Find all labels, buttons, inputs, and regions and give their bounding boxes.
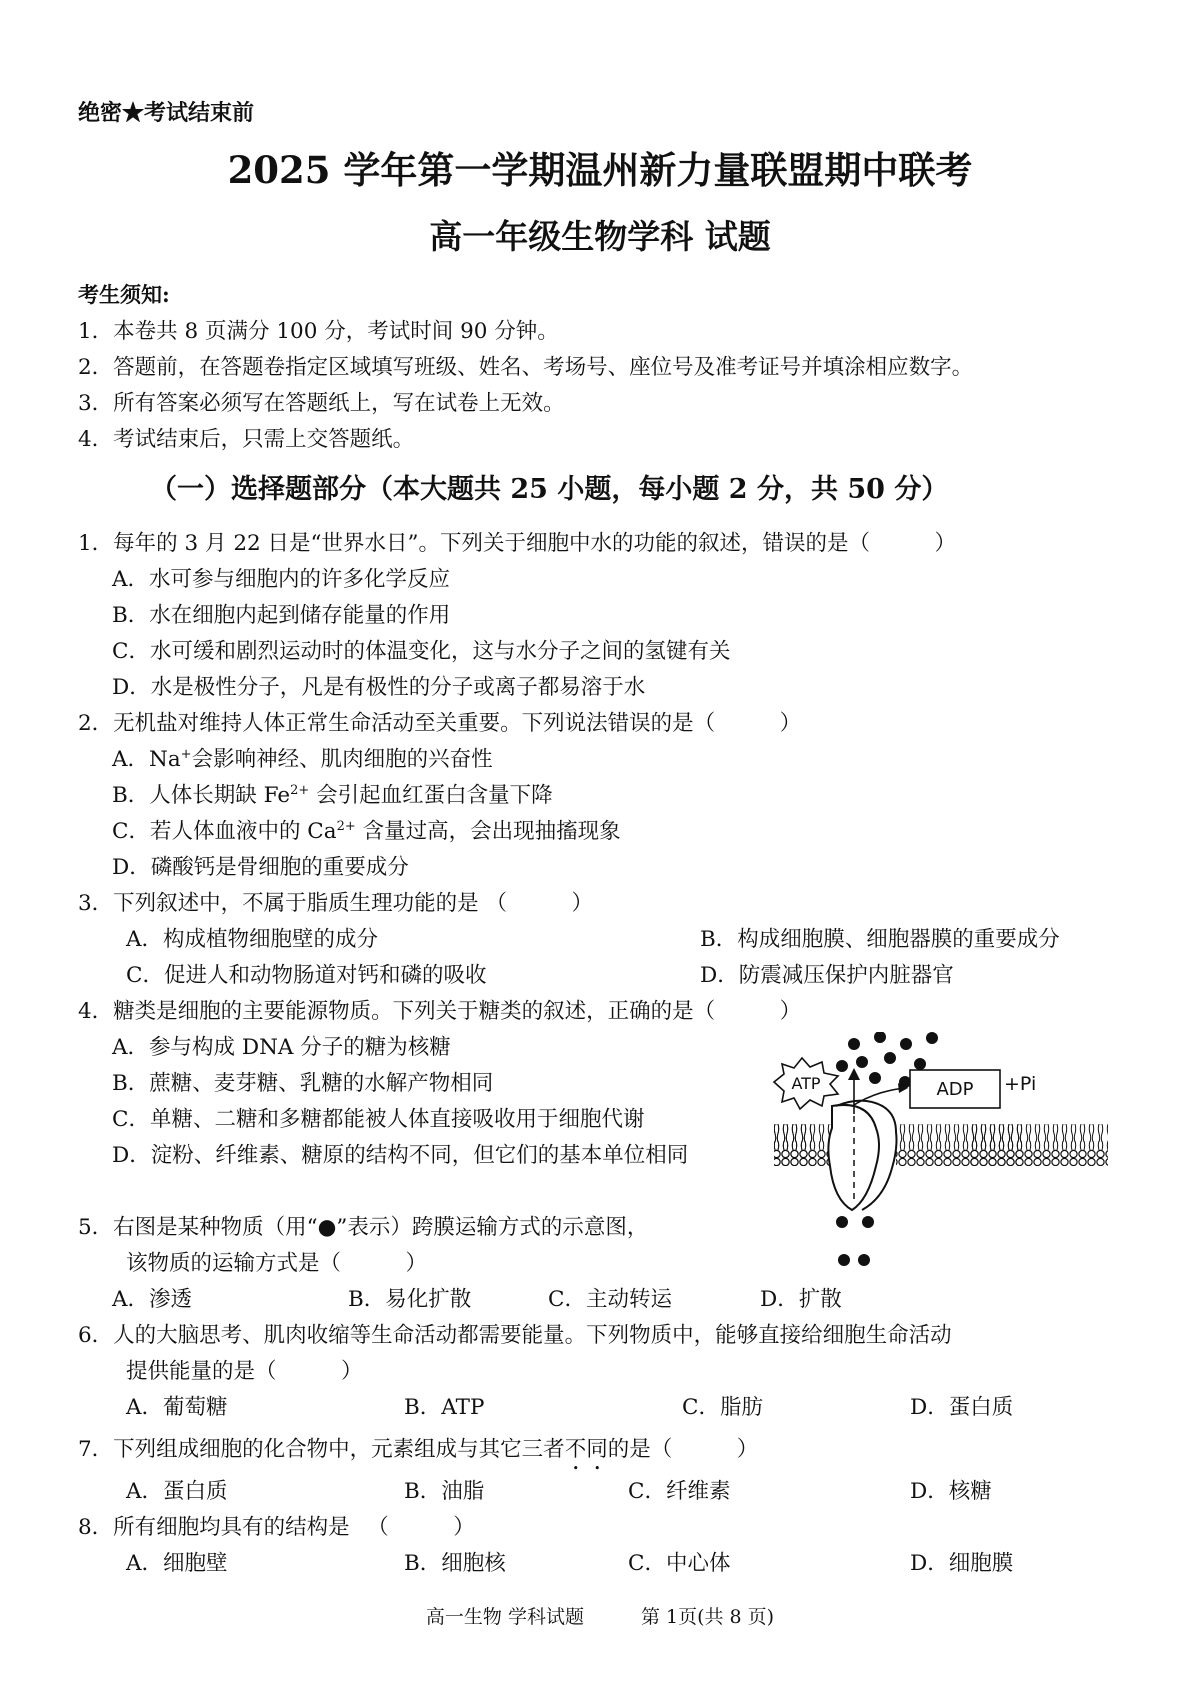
atp-label: ATP [791, 1074, 821, 1093]
exam-subtitle: 高一年级生物学科 试题 [429, 217, 771, 256]
option-c: C．单糖、二糖和多糖都能被人体直接吸收用于细胞代谢 [112, 1107, 645, 1132]
question-stem-continued: 该物质的运输方式是（ ） [126, 1251, 428, 1276]
option-b: B．水在细胞内起到储存能量的作用 [112, 603, 451, 628]
option-b: B．构成细胞膜、细胞器膜的重要成分 [700, 927, 1060, 952]
exam-title: 2025 学年第一学期温州新力量联盟期中联考 [227, 148, 973, 192]
option-c: C．纤维素 [628, 1479, 731, 1504]
option-a: A．构成植物细胞壁的成分 [126, 927, 379, 952]
option-b: B．细胞核 [404, 1551, 506, 1576]
notice-heading: 考生须知: [78, 282, 170, 307]
option-a: A．水可参与细胞内的许多化学反应 [112, 567, 451, 592]
page-footer: 高一生物 学科试题 第 1页(共 8 页) [425, 1606, 775, 1628]
option-c: C．若人体血液中的 $Ca^{2+}$ 含量过高，会出现抽搐现象 [112, 818, 621, 844]
question-stem: 8．所有细胞均具有的结构是 （ ） [78, 1515, 475, 1540]
option-a: A．渗透 [112, 1287, 193, 1312]
option-a: A．葡萄糖 [126, 1395, 228, 1420]
emphasized-text: 不同 [564, 1437, 608, 1462]
option-d: D．磷酸钙是骨细胞的重要成分 [112, 855, 409, 880]
option-b: B．ATP [404, 1395, 485, 1420]
option-d: D．蛋白质 [910, 1395, 1014, 1420]
option-b: B．人体长期缺 $Fe^{2+}$ 会引起血红蛋白含量下降 [112, 782, 553, 808]
option-b: B．蔗糖、麦芽糖、乳糖的水解产物相同 [112, 1071, 494, 1096]
lipid-bilayer-right [896, 1124, 972, 1166]
question-stem: 6．人的大脑思考、肌肉收缩等生命活动都需要能量。下列物质中，能够直接给细胞生命活动 [78, 1323, 952, 1348]
atp-starburst [774, 1058, 838, 1109]
option-d: D．扩散 [760, 1287, 842, 1312]
option-d: D．核糖 [910, 1479, 992, 1504]
question-stem: 5．右图是某种物质（用“●”表示）跨膜运输方式的示意图， [78, 1215, 649, 1240]
question-stem: 2．无机盐对维持人体正常生命活动至关重要。下列说法错误的是（ ） [78, 711, 802, 736]
lipid-bilayer-right [970, 1124, 1108, 1166]
option-c: C．主动转运 [548, 1287, 672, 1312]
option-d: D．防震减压保护内脏器官 [700, 963, 954, 988]
option-c: C．脂肪 [682, 1395, 763, 1420]
notice-item: 1．本卷共 8 页满分 100 分，考试时间 90 分钟。 [78, 319, 559, 344]
question-stem: 1．每年的 3 月 22 日是“世界水日”。下列关于细胞中水的功能的叙述，错误的是（ ） [78, 531, 957, 556]
adp-label: ADP [936, 1079, 974, 1100]
question-stem: 4．糖类是细胞的主要能源物质。下列关于糖类的叙述，正确的是（ ） [78, 999, 802, 1024]
option-d: D．淀粉、纤维素、糖原的结构不同，但它们的基本单位相同 [112, 1143, 689, 1168]
pi-label: +Pi [1004, 1073, 1037, 1095]
option-b: B．易化扩散 [348, 1287, 472, 1312]
option-a: A．细胞壁 [126, 1551, 228, 1576]
option-a: A．蛋白质 [126, 1479, 228, 1504]
question-stem-continued: 提供能量的是（ ） [126, 1359, 363, 1384]
notice-item: 4．考试结束后，只需上交答题纸。 [78, 427, 415, 452]
option-b: B．油脂 [404, 1479, 485, 1504]
question-stem: 7．下列组成细胞的化合物中，元素组成与其它三者不同的是（ ） [78, 1437, 759, 1462]
notice-item: 3．所有答案必须写在答题纸上，写在试卷上无效。 [78, 391, 565, 416]
option-a: A．参与构成 DNA 分子的糖为核糖 [112, 1035, 451, 1060]
section-heading: （一）选择题部分（本大题共 25 小题，每小题 2 分，共 50 分） [150, 474, 949, 505]
membrane-transport-diagram [772, 1032, 1112, 1302]
question-stem: 3．下列叙述中，不属于脂质生理功能的是 （ ） [78, 891, 594, 916]
option-c: C．促进人和动物肠道对钙和磷的吸收 [126, 963, 487, 988]
option-c: C．中心体 [628, 1551, 731, 1576]
adp-box [910, 1070, 1036, 1108]
option-d: D．细胞膜 [910, 1551, 1014, 1576]
notice-item: 2．答题前，在答题卷指定区域填写班级、姓名、考场号、座位号及准考证号并填涂相应数字。 [78, 355, 974, 380]
confidential-label: 绝密★考试结束前 [78, 100, 255, 126]
particles-inside [836, 1216, 874, 1266]
option-d: D．水是极性分子，凡是有极性的分子或离子都易溶于水 [112, 675, 646, 700]
lipid-bilayer-left [774, 1124, 832, 1166]
option-a: A．Na+会影响神经、肌肉细胞的兴奋性 [112, 746, 493, 772]
option-c: C．水可缓和剧烈运动时的体温变化，这与水分子之间的氢键有关 [112, 639, 731, 664]
